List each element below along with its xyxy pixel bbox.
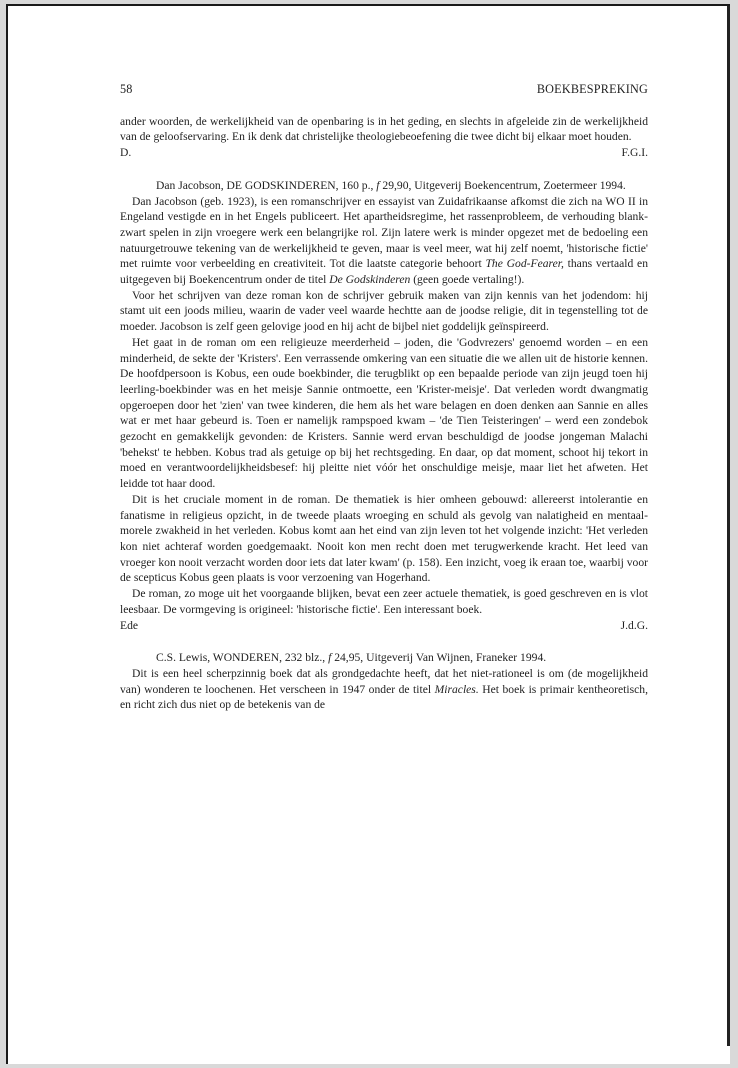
review3-biblio-rest: 24,95, Uitgeverij Van Wijnen, Franeker 1994. [331, 651, 547, 665]
review2-paragraph-4: Dit is het cruciale moment in de roman. De thematiek is hier omheen gebouwd: allereerst intolerantie en fanatisme in religieus opzicht, in de tweede plaats wroeging en schuld als gevolg van nalatigheid en mentaal-morele zwakheid in het verleden. Kobus komt aan het eind van zijn leven tot het volgende inzicht: 'Het verleden kon niet achteraf worden goedgemaakt. Nooit kon men recht doen met terugwerkende kracht. Het leed van vroeger kon nooit verzacht worden door iets dat later kwam' (p. 158). Een inzicht, voeg ik eraan toe, waarbij voor de scepticus Kobus geen plaats is voor verzoening van Hogerhand. [120, 492, 648, 585]
review2-biblio-text: Dan Jacobson, DE GODSKINDEREN, 160 p., [156, 178, 377, 192]
review2-p1-text-3: (geen goede vertaling!). [410, 273, 525, 287]
review3-p1-text: Dit is een heel scherpzinnig boek dat als grondgedachte heeft, dat het niet-rationeel is om (de mogelijkheid van) wonderen te loochenen. Het verscheen in 1947 onder de titel [120, 666, 648, 696]
page [6, 4, 730, 1064]
review1-initials: F.G.I. [621, 146, 648, 160]
review2-paragraph-1 [120, 194, 648, 288]
review2-paragraph-3: Het gaat in de roman om een religieuze meerderheid – joden, die 'Godvrezers' genoemd worden – en een minderheid, de sekte der 'Kristers'. Een verrassende omkering van een situatie die we allen uit de historie kennen. De hoofdpersoon is Kobus, een oude boekbinder, die terugblikt op een bepaalde periode van zijn jeugd toen hij leerling-boekbinder was en het meisje Sannie ontmoette, een 'Krister-meisje'. Dat verleden wordt dwangmatig opgeroepen door het 'zien' van twee kinderen, die hem als het ware belagen en doen denken aan Sannie en alles wat er met haar gebeurd is. Toen er namelijk rampspoed kwam – 'de Tien Teisteringen' – werd een zondebok gezocht en gemakkelijk gevonden: de Kristers. Sannie werd ervan beschuldigd de joodse jongeman Malachi 'behekst' te hebben. Kobus trad als getuige op bij het rechtsgeding. En daar, op dat moment, schoot hij tekort in moed en verantwoordelijkheidsbesef: hij pleitte niet vóór het onschuldige meisje, maar liet het afweten. Het leidde tot haar dood. [120, 335, 648, 491]
section-title: BOEKBESPREKING [536, 82, 648, 96]
review2-paragraph-2: Voor het schrijven van deze roman kon de schrijver gebruik maken van zijn kennis van het jodendom: hij stamt uit een joods milieu, waarin de vader veel waarde hechtte aan de joodse religie, dit in tegenstelling tot de moeder. Jacobson is zelf geen gelovige jood en hij acht de bijbel niet goddelijk geïnspireerd. [120, 288, 648, 334]
review3-bibliography [120, 650, 648, 666]
review3-paragraph-1 [120, 666, 648, 713]
review2-p1-text-2: thans vertaald en uitgegeven bij Boekencentrum onder de titel [120, 257, 648, 287]
spacer [120, 633, 648, 650]
review1-closing-paragraph: ander woorden, de werkelijkheid van de openbaring is in het geding, en slechts in afgeleide zin de werkelijkheid van de geloofservaring. En ik denk dat christelijke theologiebeoefening die twee dicht bij elkaar moet houden. [120, 114, 648, 144]
review2-signature [120, 618, 648, 634]
review2-paragraph-5: De roman, zo moge uit het voorgaande blijken, bevat een zeer actuele thematiek, is goed geschreven en is vlot leesbaar. De vormgeving is origineel: 'historische fictie'. Een interessant boek. [120, 587, 648, 616]
review2-bibliography [120, 178, 648, 194]
review2-original-title: The God-Fearer, [485, 257, 564, 271]
review1-signature [120, 145, 648, 161]
review2-guilder-sign: f [376, 178, 380, 192]
page-number: 58 [120, 82, 133, 96]
page-content [120, 82, 648, 713]
spacer [120, 161, 648, 178]
review3-guilder-sign: f [328, 651, 332, 665]
review1-place: D. [120, 146, 132, 160]
review2-place: Ede [120, 618, 139, 632]
review3-biblio-text: C.S. Lewis, WONDEREN, 232 blz., [156, 651, 329, 665]
review2-biblio-rest: 29,90, Uitgeverij Boekencentrum, Zoetermeer 1994. [379, 178, 626, 192]
page-edge [727, 6, 730, 1046]
review3-original-title: Miracles. [434, 682, 479, 696]
review2-dutch-title: De Godskinderen [329, 273, 411, 287]
review2-p1-text: Dan Jacobson (geb. 1923), is een romanschrijver en essayist van Zuidafrikaanse afkomst die zich na WO II in Engeland vestigde en in het Engels publiceert. Het apartheidsregime, het rassenprobleem, de verhouding blank-zwart spelen in zijn vroegere werk een belangrijke rol. Zijn latere werk is minder opgezet met de bedoeling een natuurgetrouwe tekening van de werkelijkheid te geven, maar is veel meer, wat hij zelf noemt, 'historische fictie' met ruimte voor verbeelding en creativiteit. Tot die laatste categorie behoort [120, 194, 648, 271]
review3-p1-text-2: Het boek is primair kentheoretisch, en richt zich dus niet op de betekenis van de [120, 682, 648, 712]
review2-initials: J.d.G. [620, 618, 648, 632]
running-header [120, 82, 648, 98]
